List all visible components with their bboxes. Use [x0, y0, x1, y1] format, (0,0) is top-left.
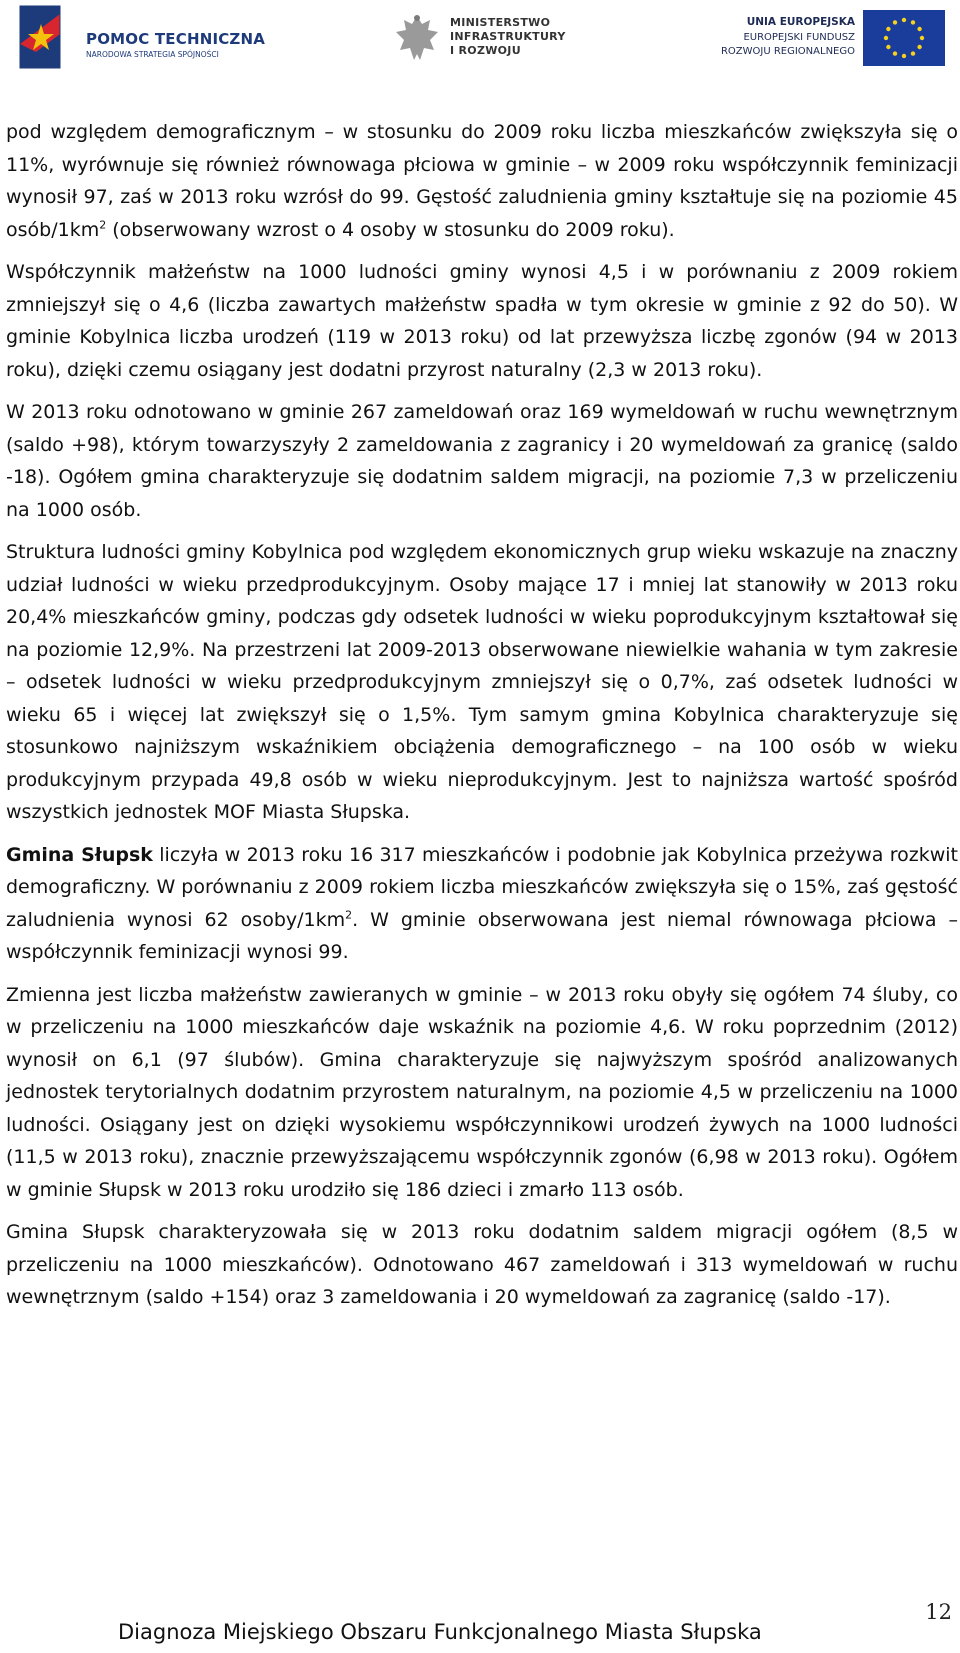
ministerstwo-line2: INFRASTRUKTURY	[450, 30, 566, 43]
superscript-km2: 2	[345, 908, 353, 922]
eu-star-icon	[884, 36, 888, 40]
eu-star-icon	[917, 27, 921, 31]
eu-star-icon	[902, 54, 906, 58]
page-header	[0, 0, 960, 80]
eu-star-icon	[893, 51, 897, 55]
pomoc-techniczna-emblem-icon	[18, 4, 78, 70]
eagle-emblem-icon	[392, 10, 442, 66]
superscript-km2: 2	[99, 218, 107, 232]
gmina-slupsk-bold: Gmina Słupsk	[6, 843, 153, 866]
pomoc-techniczna-title: POMOC TECHNICZNA	[86, 30, 266, 48]
paragraph-1	[6, 116, 958, 246]
paragraph-1-text-b: (obserwowany wzrost o 4 osoby w stosunku do 2009 roku).	[106, 218, 675, 241]
paragraph-1-text-a: pod względem demograficznym – w stosunku do 2009 roku liczba mieszkańców zwiększyła się o 11%, wyrównuje się również równowaga płciowa w gminie – w 2009 roku współczynnik feminizacji wynosił 97, zaś w 2013 roku wzrósł do 99. Gęstość zaludnienia gminy kształtuje się na poziomie 45 osób/1km	[6, 121, 958, 241]
ue-line1: UNIA EUROPEJSKA	[746, 16, 855, 28]
paragraph-5-text-a: liczyła w 2013 roku 16 317 mieszkańców i podobnie jak Kobylnica przeżywa rozkwit demograficzny. W porównaniu z 2009 rokiem liczba mieszkańców zwiększyła się o 15%, zaś gęstość zaludnienia wynosi 62 osoby/1km	[6, 843, 958, 931]
ue-line2: EUROPEJSKI FUNDUSZ	[743, 32, 855, 43]
paragraph-3: W 2013 roku odnotowano w gminie 267 zameldowań oraz 169 wymeldowań w ruchu wewnętrznym (saldo +98), którym towarzyszyły 2 zameldowania z zagranicy i 20 wymeldowań za granicę (saldo -18). Ogółem gmina charakteryzuje się dodatnim saldem migracji, na poziomie 7,3 w przeliczeniu na 1000 osób.	[6, 401, 958, 521]
ue-line3: ROZWOJU REGIONALNEGO	[720, 46, 855, 57]
ministerstwo-line1: MINISTERSTWO	[450, 16, 551, 29]
eu-star-icon	[920, 36, 924, 40]
eu-star-icon	[917, 45, 921, 49]
paragraph-4: Struktura ludności gminy Kobylnica pod względem ekonomicznych grup wieku wskazuje na znaczny udział ludności w wieku przedprodukcyjnym. Osoby mające 17 i mniej lat stanowiły w 2013 roku 20,4% mieszkańców gminy, podczas gdy odsetek ludności w wieku poprodukcyjnym kształtował się na poziomie 12,9%. Na przestrzeni lat 2009-2013 obserwowane niewielkie wahania w tym zakresie – odsetek ludności w wieku przedprodukcyjnym zmniejszył się o 0,7%, zaś odsetek ludności w wieku 65 i więcej lat zwiększył się o 1,5%. Tym samym gmina Kobylnica charakteryzuje się stosunkowo najniższym wskaźnikiem obciążenia demograficznego – na 100 osób w wieku produkcyjnym przypada 49,8 osób w wieku nieprodukcyjnym. Jest to najniższa wartość spośród wszystkich jednostek MOF Miasta Słupska.	[6, 541, 958, 823]
eu-star-icon	[911, 20, 915, 24]
eu-star-icon	[893, 20, 897, 24]
eu-star-icon	[911, 51, 915, 55]
pomoc-techniczna-subtitle: NARODOWA STRATEGIA SPÓJNOŚCI	[86, 50, 219, 59]
document-body	[6, 116, 958, 1324]
paragraph-2: Współczynnik małżeństw na 1000 ludności gminy wynosi 4,5 i w porównaniu z 2009 rokiem zmniejszył się o 4,6 (liczba zawartych małżeństw spadła w tym okresie w gminie z 92 do 50). W gminie Kobylnica liczba urodzeń (119 w 2013 roku) od lat przewyższa liczbę zgonów (94 w 2013 roku), dzięki czemu osiągany jest dodatni przyrost naturalny (2,3 w 2013 roku).	[6, 261, 958, 381]
page-number: 12	[925, 1600, 952, 1624]
eu-star-icon	[886, 45, 890, 49]
paragraph-6: Zmienna jest liczba małżeństw zawieranych w gminie – w 2013 roku obyły się ogółem 74 śluby, co w przeliczeniu na 1000 mieszkańców daje wskaźnik na poziomie 4,6. W roku poprzednim (2012) wynosił on 6,1 (97 ślubów). Gmina charakteryzuje się najwyższym spośród analizowanych jednostek terytorialnych dodatnim przyrostem naturalnym, na poziomie 4,5 w przeliczeniu na 1000 ludności. Osiągany jest on dzięki wysokiemu współczynnikowi urodzeń żywych na 1000 ludności (11,5 w 2013 roku), znacznie przewyższającemu współczynnik zgonów (6,98 w 2013 roku). Ogółem w gminie Słupsk w 2013 roku urodziło się 186 dzieci i zmarło 113 osób.	[6, 983, 958, 1201]
footer-title: Diagnoza Miejskiego Obszaru Funkcjonalnego Miasta Słupska	[118, 1620, 762, 1644]
paragraph-7: Gmina Słupsk charakteryzowała się w 2013 roku dodatnim saldem migracji ogółem (8,5 w przeliczeniu na 1000 mieszkańców). Odnotowano 467 zameldowań i 313 wymeldowań w ruchu wewnętrznym (saldo +154) oraz 3 zameldowania i 20 wymeldowań za zagranicę (saldo -17).	[6, 1221, 958, 1308]
ministerstwo-logo	[392, 10, 592, 70]
unia-europejska-logo	[700, 4, 945, 70]
paragraph-5	[6, 839, 958, 969]
eu-star-icon	[902, 18, 906, 22]
eu-star-icon	[886, 27, 890, 31]
pomoc-techniczna-logo	[18, 4, 278, 70]
paragraph-5-text-b: . W gminie obserwowana jest niemal równowaga płciowa – współczynnik feminizacji wynosi 99.	[6, 908, 958, 963]
eu-flag-icon	[863, 10, 945, 66]
ministerstwo-line3: I ROZWOJU	[450, 44, 521, 57]
